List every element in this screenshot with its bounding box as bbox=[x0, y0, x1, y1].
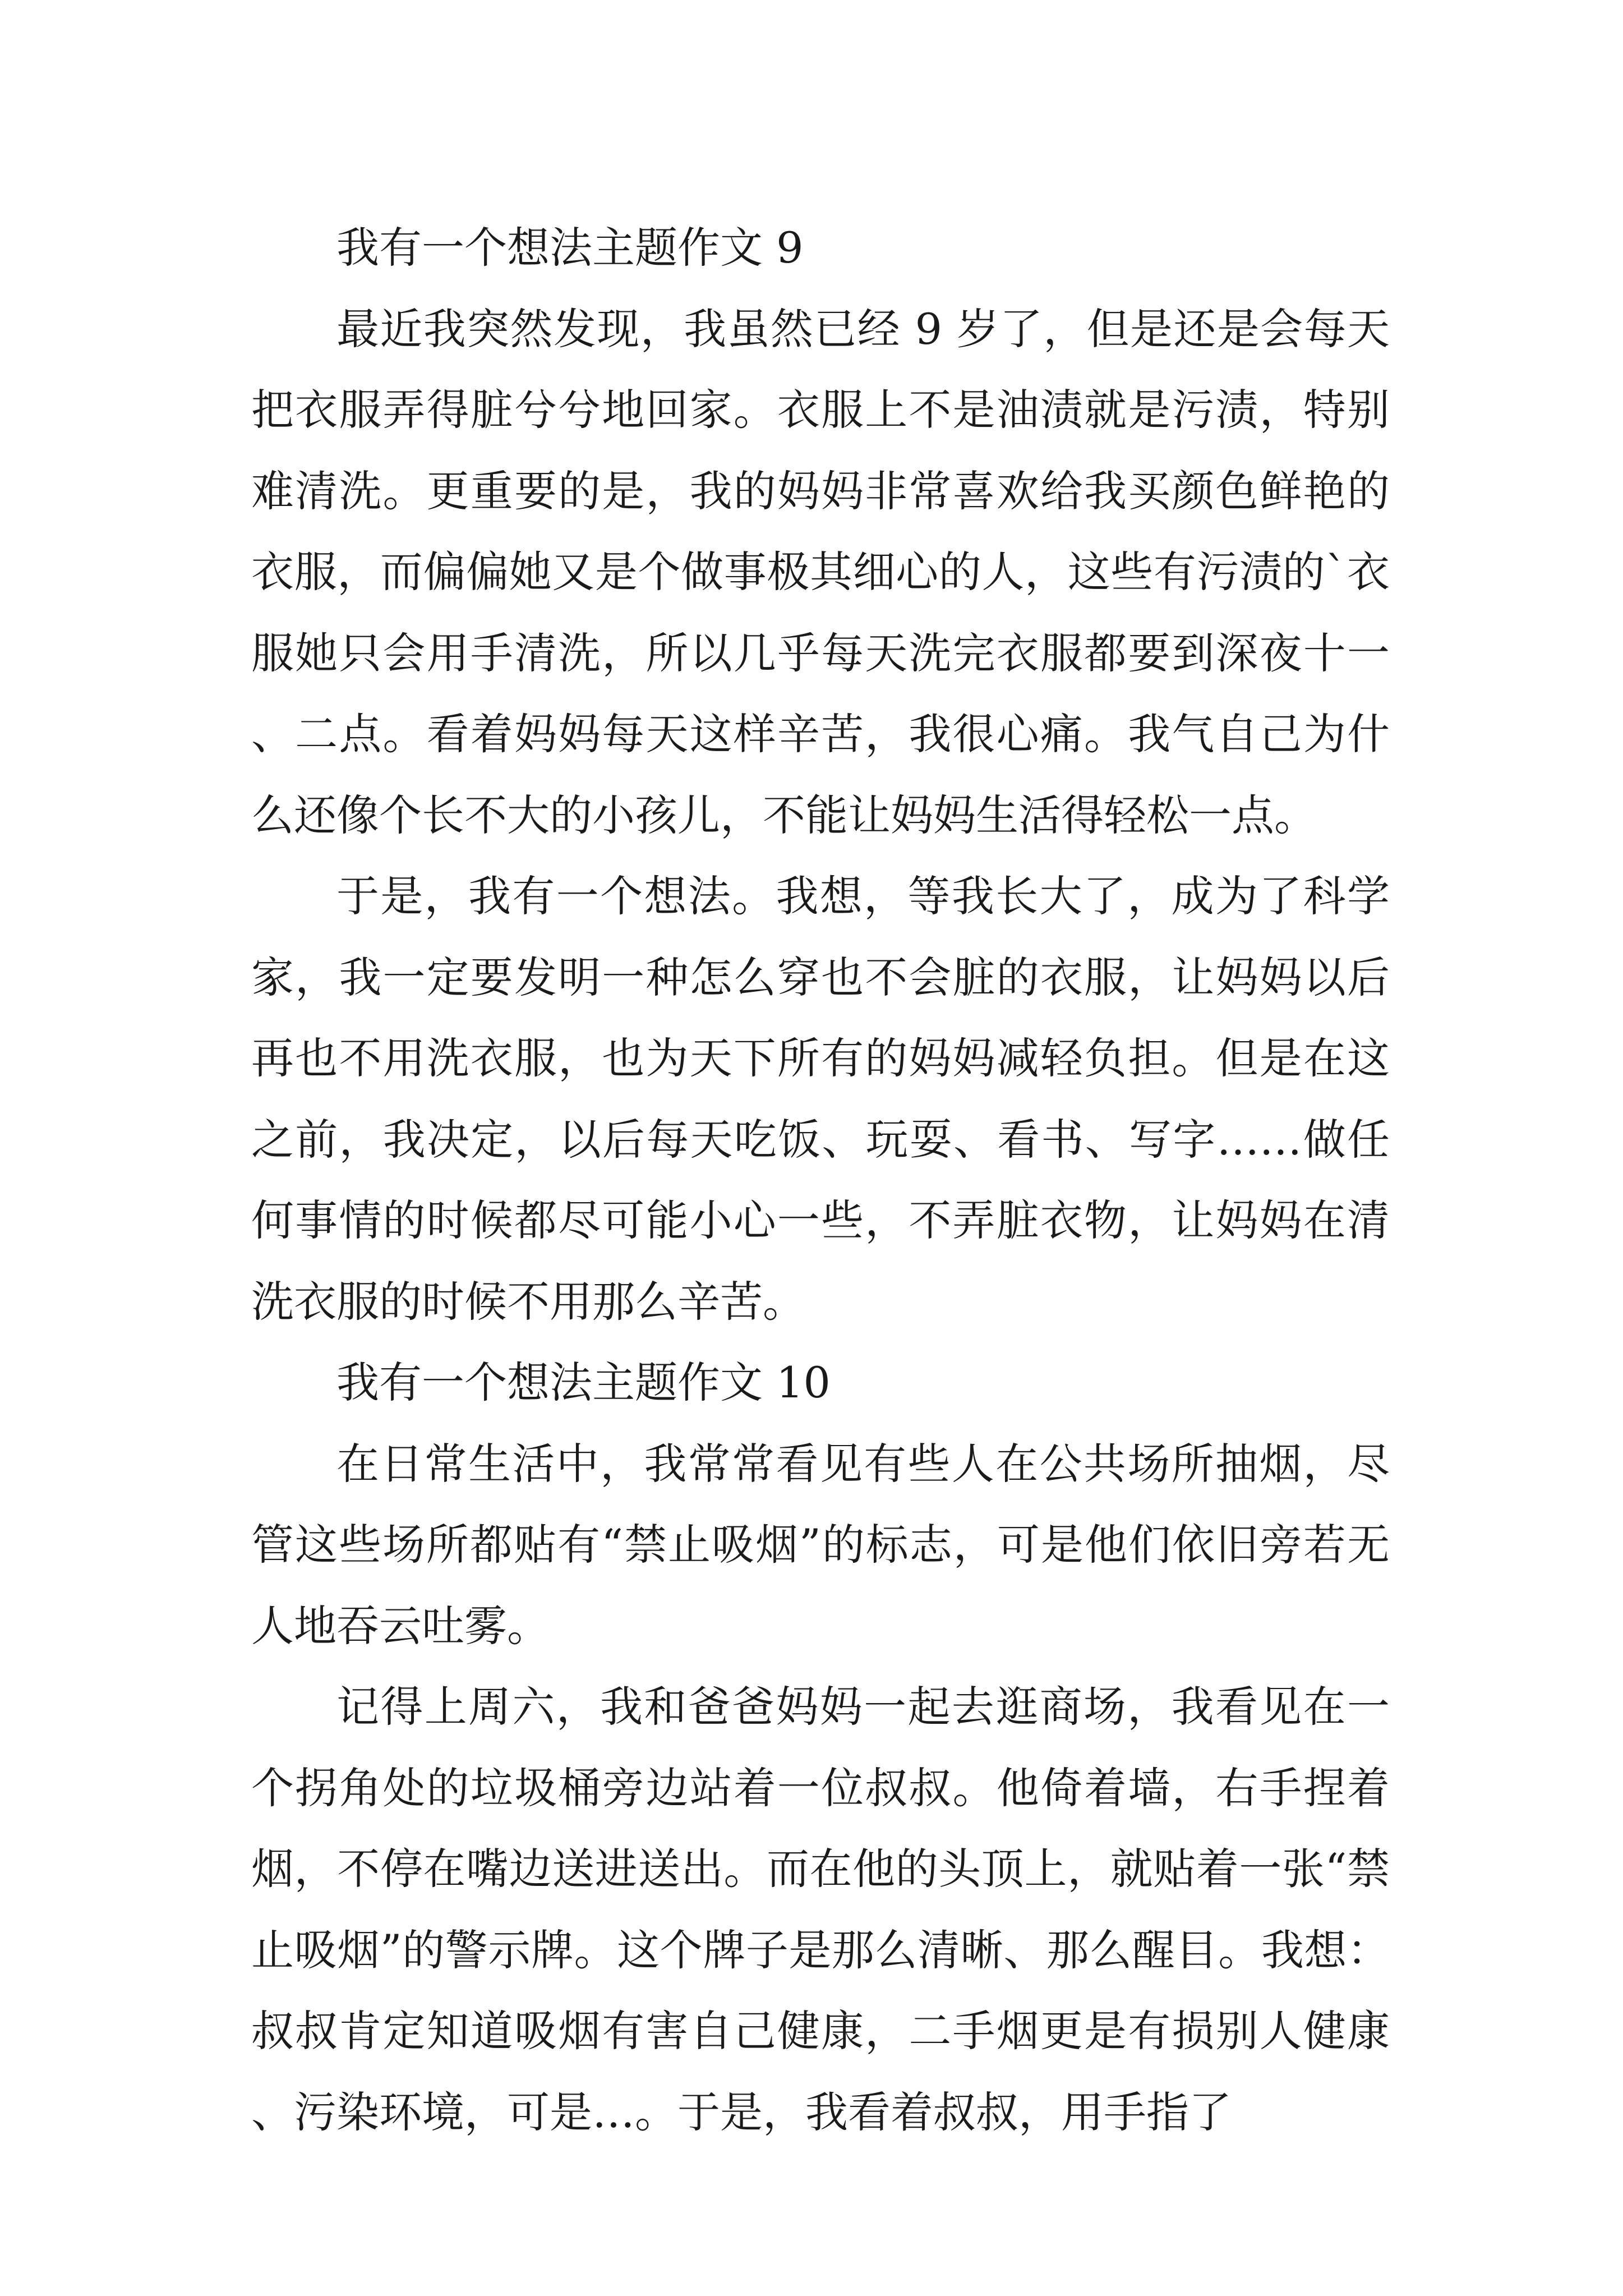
section-heading-essay-10: 我有一个想法主题作文 10 bbox=[336, 1358, 831, 1407]
paragraph: 记得上周六，我和爸爸妈妈一起去逛商场，我看见在一个拐角处的垃圾桶旁边站着一位叔叔。他倚着墙，右手捏着烟，不停在嘴边送进送出。而在他的头顶上，就贴着一张“禁止吸烟”的警示牌。这个牌子是那么清晰、那么醒目。我想：叔叔肯定知道吸烟有害自己健康，二手烟更是有损别人健康、污染环境，可是…。于是，我看着叔叔，用手指了 bbox=[251, 1682, 1390, 2137]
document-body bbox=[251, 208, 1390, 2153]
paragraph: 于是，我有一个想法。我想，等我长大了，成为了科学家，我一定要发明一种怎么穿也不会脏的衣服，让妈妈以后再也不用洗衣服，也为天下所有的妈妈减轻负担。但是在这之前，我决定，以后每天吃饭、玩耍、看书、写字……做任何事情的时候都尽可能小心一些，不弄脏衣物，让妈妈在清洗衣服的时候不用那么辛苦。 bbox=[251, 871, 1390, 1327]
paragraph: 在日常生活中，我常常看见有些人在公共场所抽烟，尽管这些场所都贴有“禁止吸烟”的标志，可是他们依旧旁若无人地吞云吐雾。 bbox=[251, 1438, 1390, 1651]
section-heading-essay-9: 我有一个想法主题作文 9 bbox=[336, 223, 804, 273]
paragraph: 最近我突然发现，我虽然已经 9 岁了，但是还是会每天把衣服弄得脏兮兮地回家。衣服上不是油渍就是污渍，特别难清洗。更重要的是，我的妈妈非常喜欢给我买颜色鲜艳的衣服，而偏偏她又是个做事极其细心的人，这些有污渍的`衣服她只会用手清洗，所以几乎每天洗完衣服都要到深夜十一、二点。看着妈妈每天这样辛苦，我很心痛。我气自己为什么还像个长不大的小孩儿，不能让妈妈生活得轻松一点。 bbox=[251, 303, 1390, 840]
